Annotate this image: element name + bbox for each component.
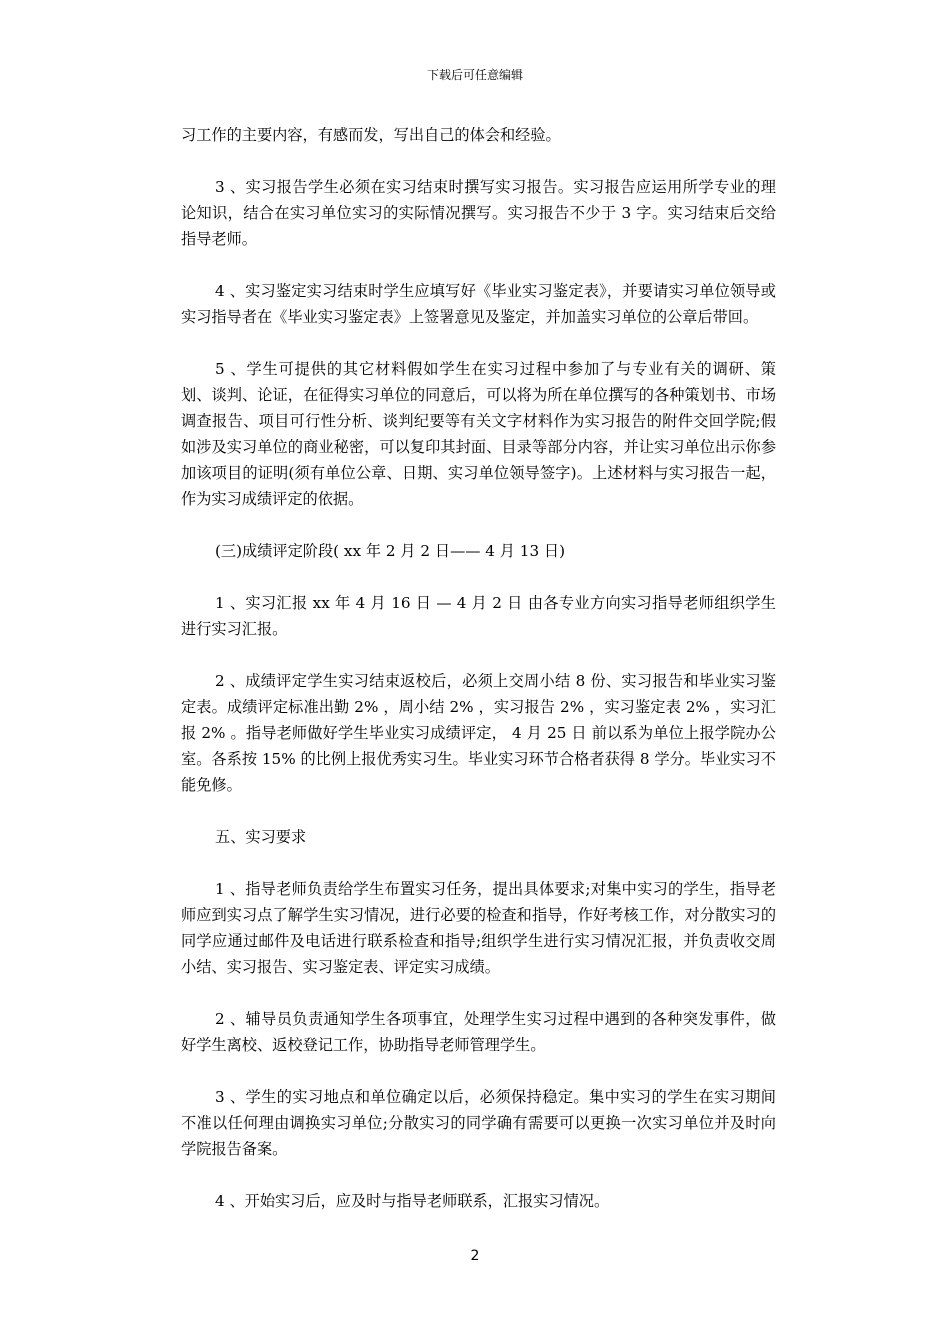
paragraph-item-5: 5 、学生可提供的其它材料假如学生在实习过程中参加了与专业有关的调研、策划、谈判、论证，在征得实习单位的同意后，可以将为所在单位撰写的各种策划书、市场调查报告、项目可行性分析、谈判纪要等有关文字材料作为实习报告的附件交回学院;假如涉及实习单位的商业秘密，可以复印其封面、目录等部分内容，并让实习单位出示你参加该项目的证明(须有单位公章、日期、实习单位领导签字)。上述材料与实习报告一起，作为实习成绩评定的依据。 [181, 360, 776, 508]
document-body [181, 122, 776, 1240]
paragraph-requirement-1: 1 、指导老师负责给学生布置实习任务，提出具体要求;对集中实习的学生，指导老师应到实习点了解学生实习情况，进行必要的检查和指导，作好考核工作，对分散实习的同学应通过邮件及电话进行联系检查和指导;组织学生进行实习情况汇报，并负责收交周小结、实习报告、实习鉴定表、评定实习成绩。 [181, 880, 776, 976]
page-number: 2 [470, 1248, 480, 1264]
section-heading-grading: (三)成绩评定阶段( xx 年 2 月 2 日—— 4 月 13 日) [215, 542, 566, 560]
paragraph-continuation: 习工作的主要内容，有感而发，写出自己的体会和经验。 [181, 126, 561, 144]
paragraph-grading-1: 1 、实习汇报 xx 年 4 月 16 日 — 4 月 2 日 由各专业方向实习指导老师组织学生进行实习汇报。 [181, 594, 776, 638]
paragraph-requirement-2: 2 、辅导员负责通知学生各项事宜，处理学生实习过程中遇到的各种突发事件，做好学生离校、返校登记工作，协助指导老师管理学生。 [181, 1010, 776, 1054]
paragraph-requirement-4: 4 、开始实习后，应及时与指导老师联系，汇报实习情况。 [215, 1192, 610, 1210]
paragraph-requirement-3: 3 、学生的实习地点和单位确定以后，必须保持稳定。集中实习的学生在实习期间不准以任何理由调换实习单位;分散实习的同学确有需要可以更换一次实习单位并及时向学院报告备案。 [181, 1088, 776, 1158]
paragraph-grading-2: 2 、成绩评定学生实习结束返校后，必须上交周小结 8 份、实习报告和毕业实习鉴定表。成绩评定标准出勤 2% ，周小结 2% ，实习报告 2% ，实习鉴定表 2% ，实习汇报 2% 。指导老师做好学生毕业实习成绩评定， 4 月 25 日 前以系为单位上报学院办公室。各系按 15% 的比例上报优秀实习生。毕业实习环节合格者获得 8 学分。毕业实习不能免修。 [181, 672, 776, 794]
page-header: 下载后可任意编辑 [426, 68, 523, 82]
paragraph-item-3: 3 、实习报告学生必须在实习结束时撰写实习报告。实习报告应运用所学专业的理论知识，结合在实习单位实习的实际情况撰写。实习报告不少于 3 字。实习结束后交给指导老师。 [181, 178, 776, 248]
paragraph-item-4: 4 、实习鉴定实习结束时学生应填写好《毕业实习鉴定表》，并要请实习单位领导或实习指导者在《毕业实习鉴定表》上签署意见及鉴定，并加盖实习单位的公章后带回。 [181, 282, 776, 326]
section-heading-requirements: 五、实习要求 [215, 828, 307, 846]
